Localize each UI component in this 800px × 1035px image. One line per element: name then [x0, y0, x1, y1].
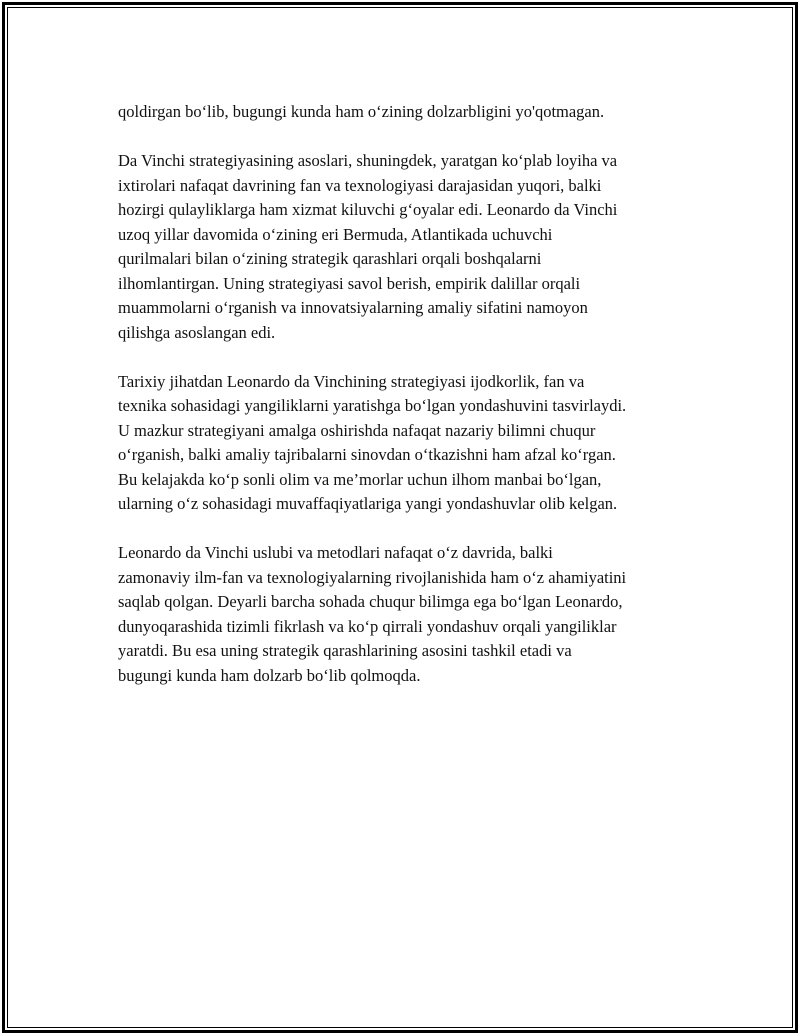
paragraph-historical-strategy: Tarixiy jihatdan Leonardo da Vinchining strategiyasi ijodkorlik, fan va texnika sohasidagi yangiliklarni yaratishga bo‘lgan yondashuvini tasvirlaydi. U mazkur strategiyani amalga oshirishda nafaqat nazariy bilimni chuqur o‘rganish, balki amaliy tajribalarni sinovdan o‘tkazishni ham afzal ko‘rgan. Bu kelajakda ko‘p sonli olim va me’morlar uchun ilhom manbai bo‘lgan, ularning o‘z sohasidagi muvaffaqiyatlariga yangi yondashuvlar olib kelgan. [118, 371, 627, 513]
paragraph-strategy-foundations: Da Vinchi strategiyasining asoslari, shuningdek, yaratgan ko‘plab loyiha va ixtirolari nafaqat davrining fan va texnologiyasi darajasidan yuqori, balki hozirgi qulayliklarga ham xizmat kiluvchi g‘oyalar edi. Leonardo da Vinchi uzoq yillar davomida o‘zining eri Bermuda, Atlantikada uchuvchi qurilmalari bilan o‘zining strategik qarashlari orqali boshqalarni ilhomlantirgan. Uning strategiyasi savol berish, empirik dalillar orqali muammolarni o‘rganish va innovatsiyalarning amaliy sifatini namoyon qilishga asoslangan edi. [118, 151, 618, 342]
document-body [118, 100, 718, 713]
paragraph-methods-legacy: Leonardo da Vinchi uslubi va metodlari nafaqat o‘z davrida, balki zamonaviy ilm-fan va texnologiyalarning rivojlanishida ham o‘z ahamiyatini saqlab qolgan. Deyarli barcha sohada chuqur bilimga ega bo‘lgan Leonardo, dunyoqarashida tizimli fikrlash va ko‘p qirrali yondashuv orqali yangiliklar yaratdi. Bu esa uning strategik qarashlarining asosini tashkil etadi va bugungi kunda ham dolzarb bo‘lib qolmoqda. [118, 543, 627, 685]
paragraph-continuation: qoldirgan bo‘lib, bugungi kunda ham o‘zining dolzarbligini yo'qotmagan. [118, 102, 605, 121]
page-frame [2, 2, 798, 1033]
